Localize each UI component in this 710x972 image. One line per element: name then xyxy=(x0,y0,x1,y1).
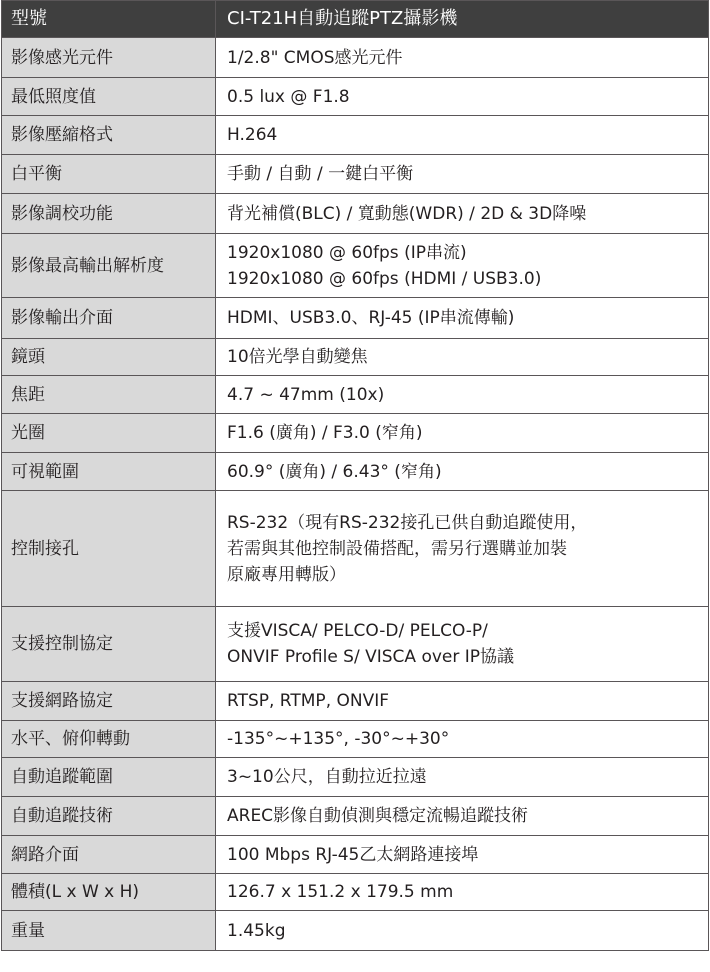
spec-value-cell xyxy=(216,721,709,758)
spec-value-cell xyxy=(216,836,709,874)
spec-value-cell xyxy=(216,607,709,682)
spec-label-cell: 影像感光元件 xyxy=(2,38,216,78)
spec-value-cell xyxy=(216,234,709,298)
spec-label-cell: 最低照度值 xyxy=(2,78,216,116)
table-row xyxy=(2,194,709,234)
table-row xyxy=(2,414,709,453)
spec-label-cell: 控制接孔 xyxy=(2,491,216,607)
spec-value-cell xyxy=(216,453,709,491)
spec-label-cell: 白平衡 xyxy=(2,155,216,194)
spec-value-cell xyxy=(216,155,709,194)
spec-value-line: 1920x1080 @ 60fps (IP串流) xyxy=(227,242,467,263)
spec-value-cell xyxy=(216,194,709,234)
spec-label-cell: 影像最高輸出解析度 xyxy=(2,234,216,298)
spec-value-line: ONVIF Profile S/ VISCA over IP協議 xyxy=(227,647,515,667)
spec-value-line: 126.7 x 151.2 x 179.5 mm xyxy=(227,882,454,902)
table-row xyxy=(2,339,709,376)
spec-table-body xyxy=(2,1,709,951)
table-row xyxy=(2,234,709,298)
spec-value-cell xyxy=(216,376,709,414)
spec-label-cell: 重量 xyxy=(2,911,216,951)
spec-value-cell xyxy=(216,339,709,376)
spec-value-cell xyxy=(216,491,709,607)
spec-value-cell xyxy=(216,911,709,951)
table-row xyxy=(2,116,709,155)
spec-value-cell xyxy=(216,414,709,453)
table-row xyxy=(2,298,709,339)
table-row xyxy=(2,721,709,758)
spec-value-cell xyxy=(216,682,709,721)
table-header-row xyxy=(2,1,709,38)
spec-label-cell: 影像輸出介面 xyxy=(2,298,216,339)
spec-value-line: H.264 xyxy=(227,125,278,145)
table-row xyxy=(2,78,709,116)
spec-value-cell xyxy=(216,78,709,116)
spec-value-line: 60.9° (廣角) / 6.43° (窄角) xyxy=(227,461,442,482)
table-row xyxy=(2,376,709,414)
spec-value-line: 1.45kg xyxy=(227,920,286,941)
spec-value-cell xyxy=(216,797,709,836)
spec-value-cell xyxy=(216,298,709,339)
spec-table xyxy=(1,0,709,951)
spec-value-cell xyxy=(216,758,709,797)
table-row xyxy=(2,682,709,721)
spec-value-line: 1920x1080 @ 60fps (HDMI / USB3.0) xyxy=(227,268,542,289)
spec-value-line: 4.7 ~ 47mm (10x) xyxy=(227,384,385,405)
spec-value-line: F1.6 (廣角) / F3.0 (窄角) xyxy=(227,423,423,443)
table-row xyxy=(2,607,709,682)
spec-value-line: 背光補償(BLC) / 寬動態(WDR) / 2D & 3D降噪 xyxy=(227,203,587,224)
spec-label-cell: 支援網路協定 xyxy=(2,682,216,721)
table-row xyxy=(2,38,709,78)
spec-value-line: HDMI、USB3.0、RJ-45 (IP串流傳輸) xyxy=(227,308,515,328)
spec-value-line: 原廠專用轉版） xyxy=(227,564,346,585)
spec-label-cell: 影像壓縮格式 xyxy=(2,116,216,155)
spec-label-cell: 自動追蹤範圍 xyxy=(2,758,216,797)
spec-value-line: RTSP, RTMP, ONVIF xyxy=(227,691,390,711)
spec-label-cell: 可視範圍 xyxy=(2,453,216,491)
spec-label-cell: 網路介面 xyxy=(2,836,216,874)
spec-value-line: 100 Mbps RJ-45乙太網路連接埠 xyxy=(227,844,479,865)
spec-value-line: -135°~+135°, -30°~+30° xyxy=(227,729,450,749)
spec-value-line: 10倍光學自動變焦 xyxy=(227,347,368,367)
table-row xyxy=(2,491,709,607)
table-row xyxy=(2,155,709,194)
spec-value-line: AREC影像自動偵測與穩定流暢追蹤技術 xyxy=(227,806,529,826)
spec-label-cell: 水平、俯仰轉動 xyxy=(2,721,216,758)
spec-label-cell: 支援控制協定 xyxy=(2,607,216,682)
spec-label-cell: 體積(L x W x H) xyxy=(2,874,216,911)
spec-value-line: 0.5 lux @ F1.8 xyxy=(227,86,350,107)
spec-value-line: 若需與其他控制設備搭配，需另行選購並加裝 xyxy=(227,538,567,559)
spec-value-cell xyxy=(216,38,709,78)
spec-value-cell xyxy=(216,874,709,911)
spec-label-cell: 自動追蹤技術 xyxy=(2,797,216,836)
table-row xyxy=(2,758,709,797)
spec-label-cell: 影像調校功能 xyxy=(2,194,216,234)
header-label-cell: 型號 xyxy=(2,1,216,38)
table-row xyxy=(2,797,709,836)
table-row xyxy=(2,911,709,951)
spec-value-line: 1/2.8" CMOS感光元件 xyxy=(227,47,403,68)
spec-label-cell: 鏡頭 xyxy=(2,339,216,376)
spec-value-cell xyxy=(216,116,709,155)
spec-value-line: RS-232（現有RS-232接孔已供自動追蹤使用， xyxy=(227,512,588,533)
header-model-cell: CI-T21H自動追蹤PTZ攝影機 xyxy=(216,1,709,38)
table-row xyxy=(2,874,709,911)
spec-value-line: 支援VISCA/ PELCO-D/ PELCO-P/ xyxy=(227,621,488,641)
spec-label-cell: 光圈 xyxy=(2,414,216,453)
spec-value-line: 3~10公尺，自動拉近拉遠 xyxy=(227,767,427,787)
table-row xyxy=(2,836,709,874)
spec-label-cell: 焦距 xyxy=(2,376,216,414)
table-row xyxy=(2,453,709,491)
spec-value-line: 手動 / 自動 / 一鍵白平衡 xyxy=(227,164,414,184)
